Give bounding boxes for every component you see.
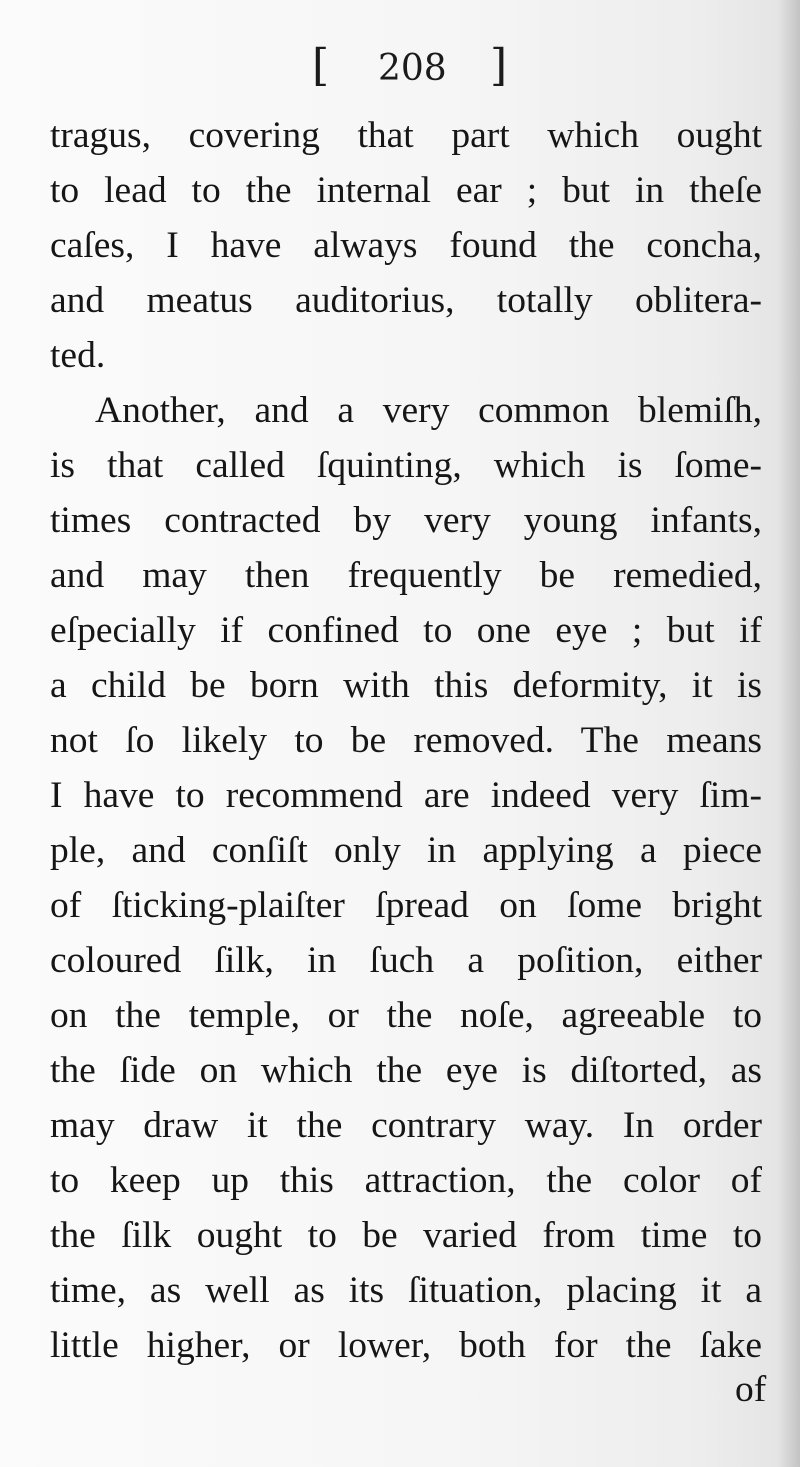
text-line: is that called ſquinting, which is ſome-: [50, 445, 762, 486]
page-number: 208: [378, 48, 447, 89]
text-line: times contracted by very young infants,: [50, 500, 762, 541]
page-header: [300, 40, 530, 100]
text-line: eſpecially if confined to one eye ; but if: [50, 610, 762, 651]
text-line: a child be born with this deformity, it is: [50, 665, 762, 706]
text-line: the ſide on which the eye is diſtorted, as: [50, 1050, 762, 1091]
text-line: ted.: [50, 335, 106, 376]
header-bracket-open: [: [312, 40, 330, 91]
text-line: coloured ſilk, in ſuch a poſition, either: [50, 940, 762, 981]
paragraph-first-line: Another, and a very common blemiſh,: [95, 390, 762, 431]
text-line: and may then frequently be remedied,: [50, 555, 762, 596]
text-line: on the temple, or the noſe, agreeable to: [50, 995, 762, 1036]
text-line: not ſo likely to be removed. The means: [50, 720, 762, 761]
text-line: and meatus auditorius, totally obliterа-: [50, 280, 762, 321]
text-line: I have to recommend are indeed very ſim-: [50, 775, 762, 816]
text-line: ple, and conſiſt only in applying a piece: [50, 830, 762, 871]
text-line: of ſticking-plaiſter ſpread on ſome bright: [50, 885, 762, 926]
header-bracket-close: ]: [490, 40, 508, 91]
text-line: little higher, or lower, both for the ſake: [50, 1325, 762, 1366]
text-line: to keep up this attraction, the color of: [50, 1160, 762, 1201]
text-line: time, as well as its ſituation, placing it a: [50, 1270, 762, 1311]
text-line: to lead to the internal ear ; but in theſe: [50, 170, 762, 211]
text-line: tragus, covering that part which ought: [50, 115, 762, 156]
body-text: [50, 108, 762, 1373]
page-edge-shadow: [778, 0, 800, 1467]
text-line: may draw it the contrary way. In order: [50, 1105, 762, 1146]
catchword: of: [735, 1369, 767, 1410]
text-line: caſes, I have always found the concha,: [50, 225, 762, 266]
text-line: the ſilk ought to be varied from time to: [50, 1215, 762, 1256]
